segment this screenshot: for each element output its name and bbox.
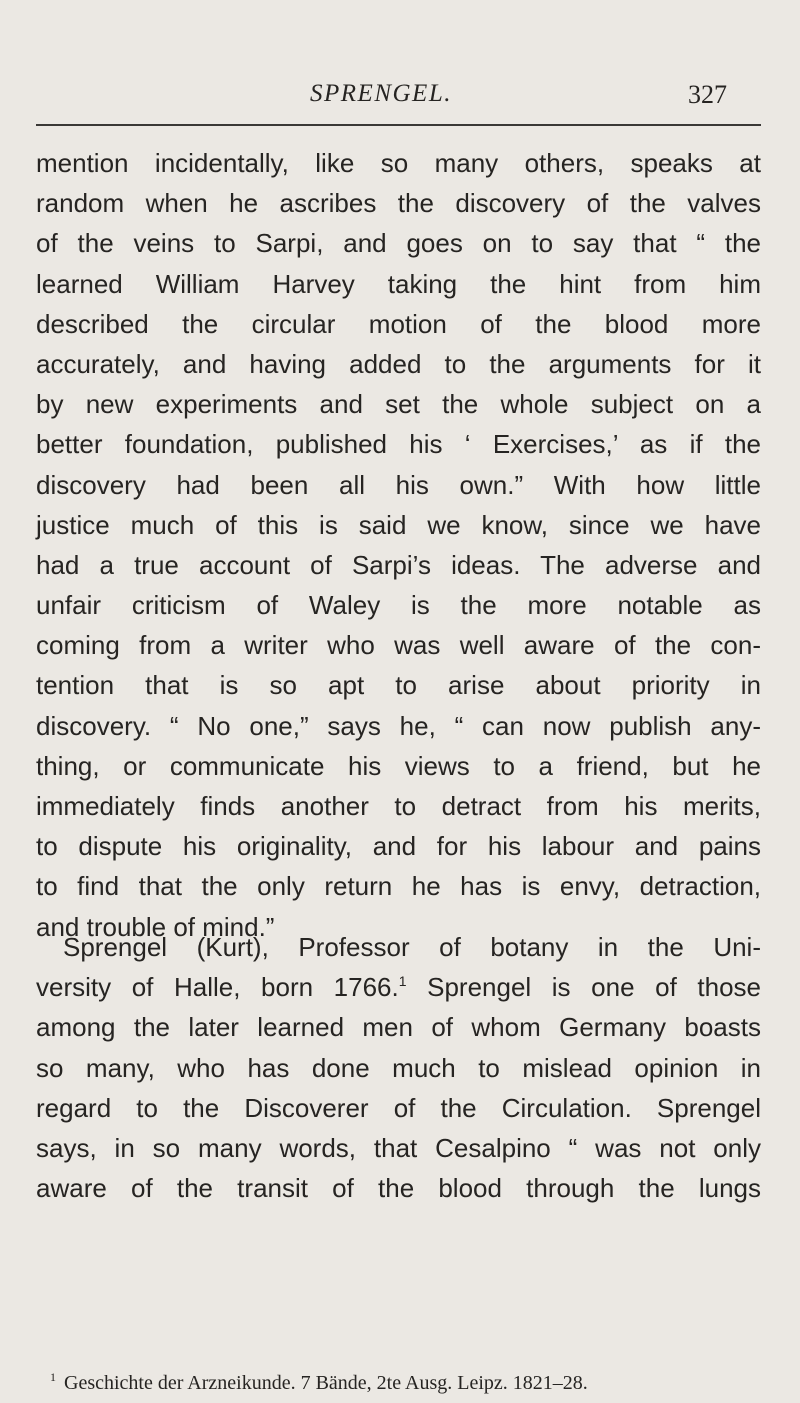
- footnote: [50, 1364, 770, 1396]
- text-line: learned William Harvey taking the hint from him: [36, 268, 761, 299]
- page-header: [0, 80, 800, 124]
- text-line: to find that the only return he has is envy, detraction,: [36, 871, 761, 902]
- paragraph-2: [36, 927, 761, 1208]
- text-line: tention that is so apt to arise about priority in: [36, 670, 761, 701]
- running-title: SPRENGEL.: [310, 80, 452, 107]
- text-line: so many, who has done much to mislead opinion in: [36, 1052, 761, 1083]
- page-number: 327: [688, 80, 727, 109]
- text-line-with-footnote-ref: [36, 967, 761, 1007]
- text-line: of the veins to Sarpi, and goes on to say that “ the: [36, 228, 761, 259]
- text-line: Sprengel (Kurt), Professor of botany in the Uni-: [63, 932, 761, 962]
- text-line: among the later learned men of whom Germany boasts: [36, 1012, 761, 1043]
- footnote-mark: 1: [50, 1370, 56, 1384]
- text-line: thing, or communicate his views to a friend, but he: [36, 750, 761, 781]
- footnote-text: Geschichte der Arzneikunde. 7 Bände, 2te Ausg. Leipz. 1821–28.: [64, 1372, 588, 1394]
- text-line: accurately, and having added to the arguments for it: [36, 348, 761, 379]
- text-line: immediately finds another to detract from his merits,: [36, 791, 761, 821]
- text-line: to dispute his originality, and for his labour and pains: [36, 831, 761, 862]
- text-line: regard to the Discoverer of the Circulation. Sprengel: [36, 1092, 761, 1123]
- header-rule: [36, 124, 761, 126]
- paragraph-1: [36, 143, 761, 947]
- text-line: discovery. “ No one,” says he, “ can now publish any-: [36, 710, 761, 741]
- text-segment: Sprengel is one of those: [406, 972, 761, 1003]
- text-line: unfair criticism of Waley is the more notable as: [36, 590, 761, 621]
- footnote-reference[interactable]: 1: [398, 973, 407, 990]
- text-line: random when he ascribes the discovery of the valves: [36, 188, 761, 219]
- text-line: better foundation, published his ‘ Exercises,’ as if the: [36, 429, 761, 460]
- text-line: by new experiments and set the whole subject on a: [36, 389, 761, 420]
- text-segment: versity of Halle, born 1766.: [36, 972, 399, 1003]
- text-line: described the circular motion of the blood more: [36, 308, 761, 339]
- text-line: coming from a writer who was well aware of the con-: [36, 630, 761, 661]
- text-line: and trouble of mind.”: [36, 911, 275, 942]
- text-line: aware of the transit of the blood through the lungs: [36, 1173, 761, 1204]
- text-line: justice much of this is said we know, since we have: [36, 509, 761, 540]
- text-line: mention incidentally, like so many others, speaks at: [36, 148, 761, 178]
- text-line: discovery had been all his own.” With how little: [36, 469, 761, 500]
- text-line: says, in so many words, that Cesalpino “ was not only: [36, 1132, 761, 1163]
- text-line: had a true account of Sarpi’s ideas. The adverse and: [36, 549, 761, 580]
